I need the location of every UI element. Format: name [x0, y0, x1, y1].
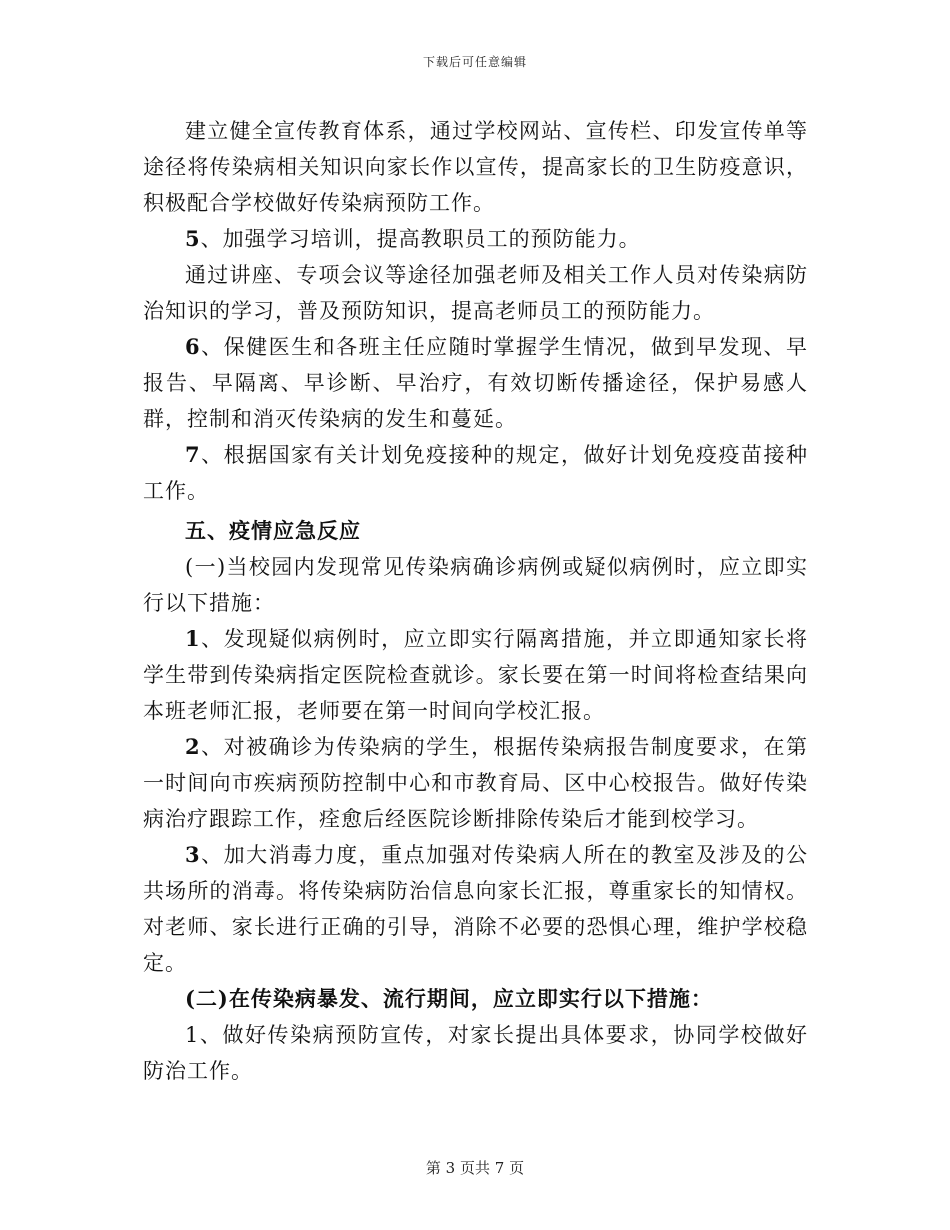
paragraph-measure-one — [143, 549, 808, 621]
item-number: 6 — [185, 334, 201, 359]
page-footer: 第 3 页共 7 页 — [425, 1159, 525, 1177]
paragraph-text: 、加强学习培训，提高教职员工的预防能力。 — [200, 227, 641, 251]
section-heading-five: 五、疫情应急反应 — [185, 518, 361, 543]
paragraph-text: (一)当校园内发现常见传染病确诊病例或疑似病例时，应立即实行以下措施： — [143, 555, 808, 615]
paragraph-text: 、保健医生和各班主任应随时掌握学生情况，做到早发现、早报告、早隔离、早诊断、早治疗，有效切断传播途径，保护易感人群，控制和消灭传染病的发生和蔓延。 — [143, 335, 808, 431]
paragraph-item-7 — [143, 437, 808, 509]
paragraph-text: 、根据国家有关计划免疫接种的规定，做好计划免疫疫苗接种工作。 — [143, 443, 808, 503]
item-number: 1 — [185, 626, 201, 651]
item-number: 7 — [185, 442, 201, 467]
sub-heading-two: (二)在传染病暴发、流行期间，应立即实行以下措施： — [185, 986, 713, 1011]
paragraph-text: 建立健全宣传教育体系，通过学校网站、宣传栏、印发宣传单等途径将传染病相关知识向家长作以宣传，提高家长的卫生防疫意识，积极配合学校做好传染病预防工作。 — [143, 119, 808, 215]
paragraph-outbreak-item-1 — [143, 1017, 808, 1089]
paragraph-text: 、发现疑似病例时，应立即实行隔离措施，并立即通知家长将学生带到传染病指定医院检查就诊。家长要在第一时间将检查结果向本班老师汇报，老师要在第一时间向学校汇报。 — [143, 627, 808, 723]
page-header: 下载后可任意编辑 — [422, 55, 527, 69]
document-body — [143, 113, 808, 1089]
item-number: 3 — [185, 842, 201, 867]
paragraph-text: 、加大消毒力度，重点加强对传染病人所在的教室及涉及的公共场所的消毒。将传染病防治信息向家长汇报，尊重家长的知情权。对老师、家长进行正确的引导，消除不必要的恐惧心理，维护学校稳定。 — [143, 843, 808, 975]
paragraph-publicity — [143, 113, 808, 221]
paragraph-text: 通过讲座、专项会议等途径加强老师及相关工作人员对传染病防治知识的学习，普及预防知识，提高老师员工的预防能力。 — [143, 263, 808, 323]
paragraph-item-3 — [143, 837, 808, 981]
item-number: 2 — [185, 734, 201, 759]
paragraph-item-6 — [143, 329, 808, 437]
paragraph-item-1 — [143, 621, 808, 729]
paragraph-text: 、对被确诊为传染病的学生，根据传染病报告制度要求，在第一时间向市疾病预防控制中心和市教育局、区中心校报告。做好传染病治疗跟踪工作，痊愈后经医院诊断排除传染后才能到校学习。 — [143, 735, 808, 831]
paragraph-text: 1、做好传染病预防宣传，对家长提出具体要求，协同学校做好防治工作。 — [143, 1023, 808, 1083]
paragraph-item-2 — [143, 729, 808, 837]
paragraph-item-5 — [143, 221, 808, 257]
paragraph-training — [143, 257, 808, 329]
item-number: 5 — [185, 226, 201, 251]
